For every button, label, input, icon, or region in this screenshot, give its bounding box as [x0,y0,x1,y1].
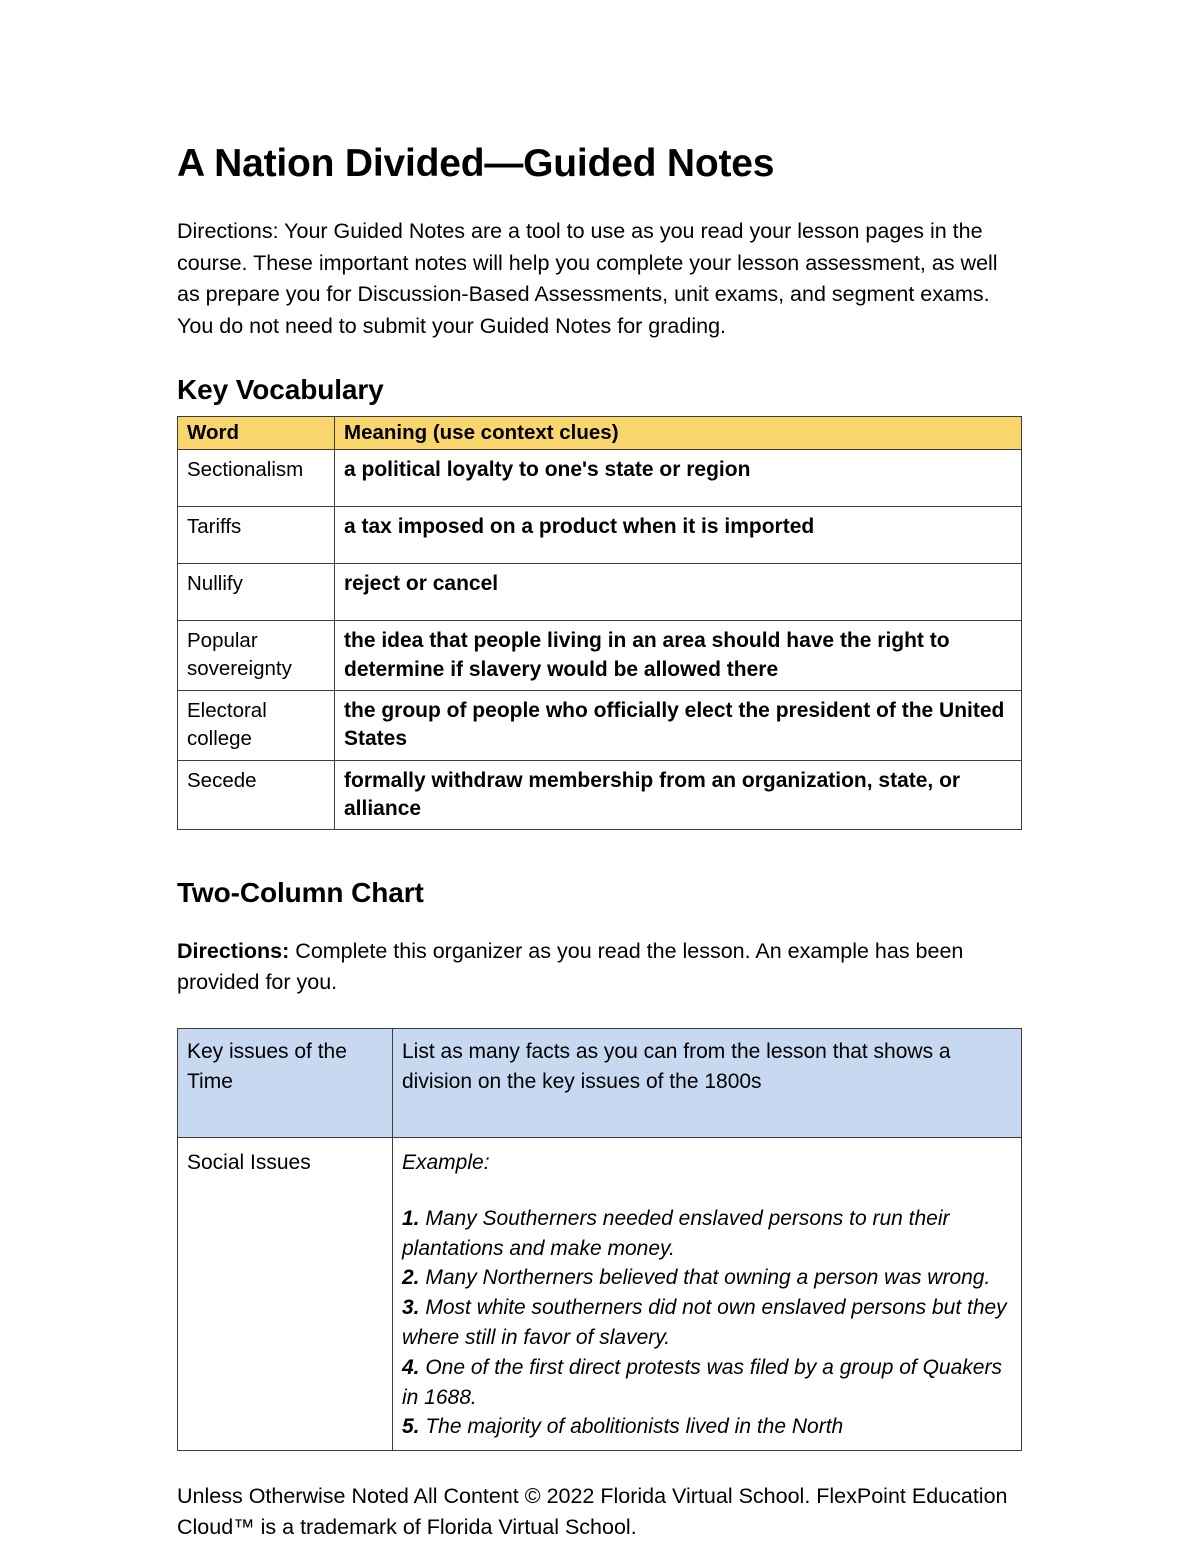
list-item [402,1412,1012,1442]
column-header-key-issues: Key issues of the Time [178,1029,393,1138]
key-vocabulary-table [177,416,1022,831]
list-item [402,1353,1012,1413]
list-item-text: Many Southerners needed enslaved persons to run their plantations and make money. [402,1206,950,1260]
vocab-meaning: formally withdraw membership from an organization, state, or alliance [335,760,1022,830]
table-row [178,690,1022,760]
issue-name: Social Issues [178,1137,393,1450]
vocab-meaning: a tax imposed on a product when it is imported [335,507,1022,564]
column-header-meaning: Meaning (use context clues) [335,416,1022,450]
page-title: A Nation Divided—Guided Notes [177,142,775,185]
copyright-footer: Unless Otherwise Noted All Content © 2022 Florida Virtual School. FlexPoint Education Cloud™ is a trademark of Florida Virtual School. [177,1484,1008,1540]
list-item-text: Many Northerners believed that owning a person was wrong. [419,1266,991,1290]
vocab-word: Secede [178,760,335,830]
table-row [178,564,1022,621]
list-item [402,1263,1012,1293]
table-header-row [178,1029,1022,1138]
list-item-text: Most white southerners did not own enslaved persons but they where still in favor of slavery. [402,1296,1007,1349]
table-row [178,450,1022,507]
vocab-word: Popular sovereignty [178,621,335,691]
list-item-number: 5. [402,1415,420,1439]
vocab-meaning: a political loyalty to one's state or region [335,450,1022,507]
vocab-meaning: the group of people who officially elect the president of the United States [335,690,1022,760]
list-item-number: 4. [402,1355,420,1379]
list-item-text: The majority of abolitionists lived in the North [419,1415,844,1439]
list-item-text: One of the first direct protests was filed by a group of Quakers in 1688. [402,1355,1002,1409]
vocab-meaning: reject or cancel [335,564,1022,621]
vocab-word: Sectionalism [178,450,335,507]
table-row [178,760,1022,830]
column-header-word: Word [178,416,335,450]
list-item-number: 2. [402,1266,420,1290]
list-item [402,1204,1012,1264]
two-column-chart-heading: Two-Column Chart [177,877,424,909]
directions-label: Directions: [177,938,290,963]
vocab-meaning: the idea that people living in an area should have the right to determine if slavery would be allowed there [335,621,1022,691]
table-header-row [178,416,1022,450]
list-item-number: 3. [402,1296,420,1320]
example-label: Example: [402,1150,490,1174]
two-column-chart-table [177,1028,1022,1451]
list-item-number: 1. [402,1206,420,1230]
vocab-word: Nullify [178,564,335,621]
column-header-facts: List as many facts as you can from the lesson that shows a division on the key issues of the 1800s [393,1029,1022,1138]
table-row [178,621,1022,691]
facts-list [393,1137,1022,1450]
intro-directions-paragraph: Directions: Your Guided Notes are a tool to use as you read your lesson pages in the course. These important notes will help you complete your lesson assessment, as well as prepare you for Discussion-Based Assessments, unit exams, and segment exams. You do not need to submit your Guided Notes for grading. [177,218,998,339]
spacer [402,1178,1012,1204]
table-row [178,1137,1022,1450]
vocab-word: Electoral college [178,690,335,760]
two-column-directions [177,910,1022,998]
table-row [178,507,1022,564]
directions-text: Complete this organizer as you read the lesson. An example has been provided for you. [177,938,964,995]
key-vocabulary-heading: Key Vocabulary [177,374,384,406]
list-item [402,1293,1012,1353]
vocab-word: Tariffs [178,507,335,564]
